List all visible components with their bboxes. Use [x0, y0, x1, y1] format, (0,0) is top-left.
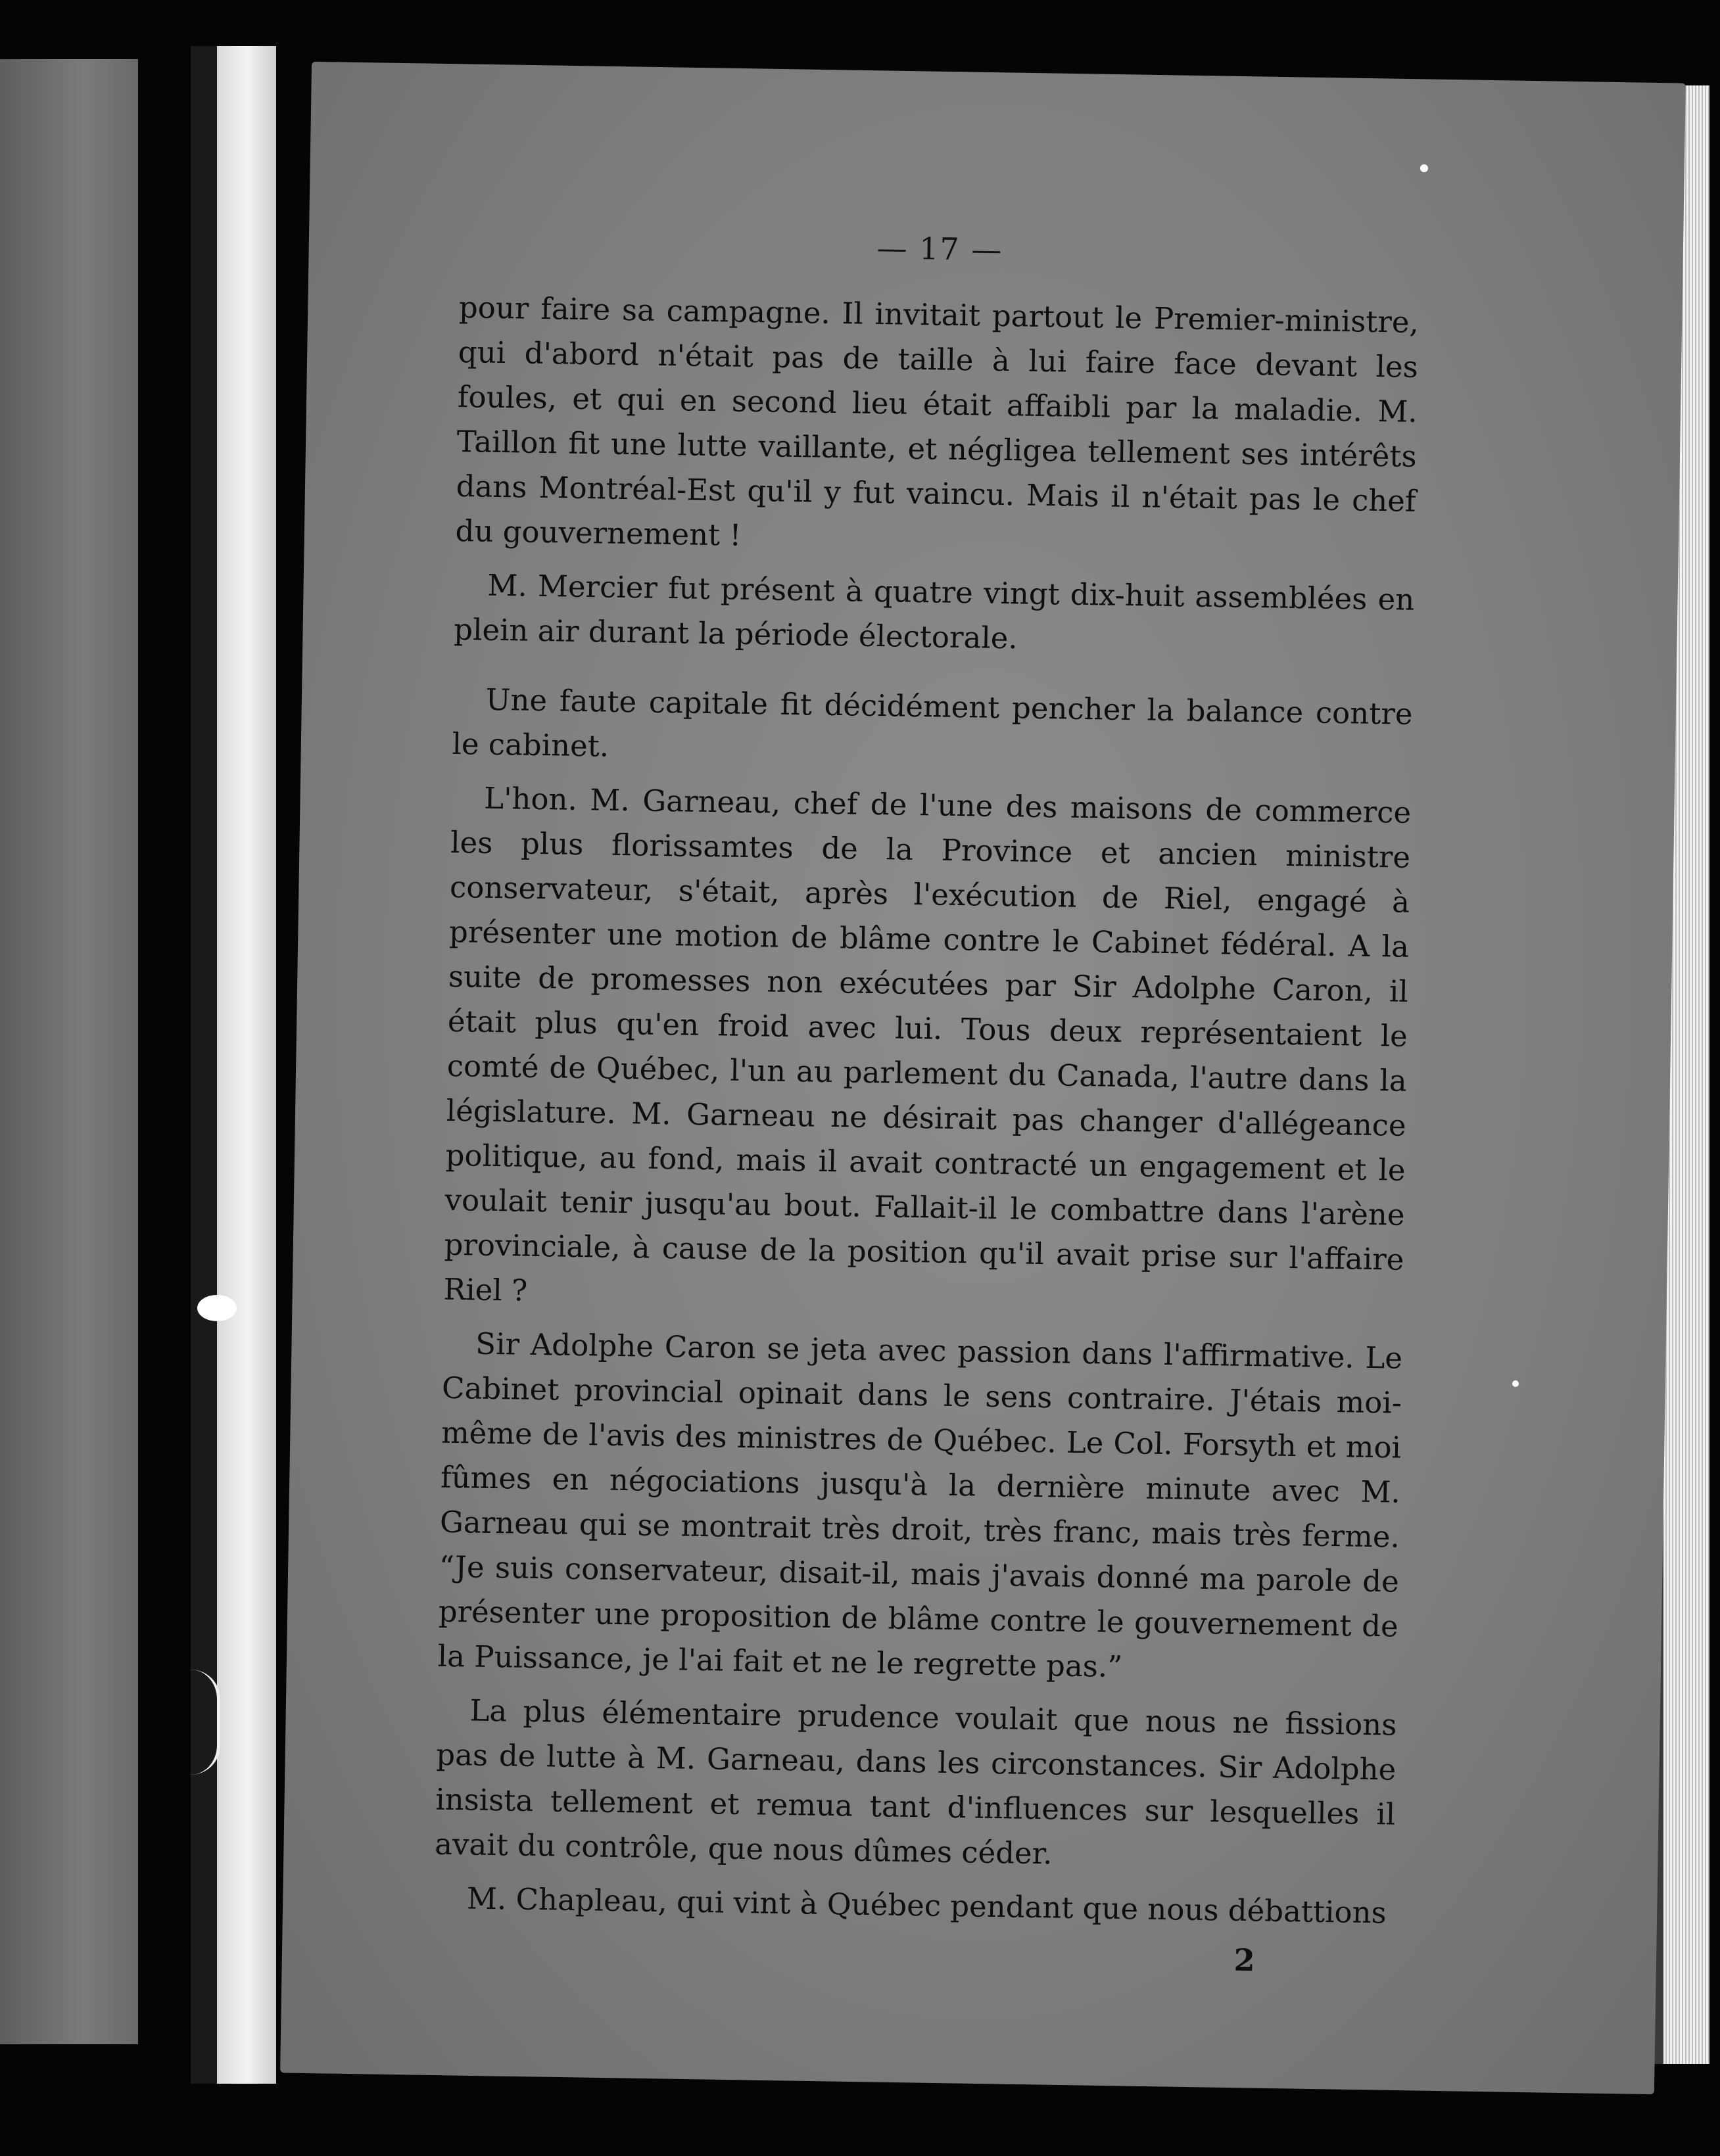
page-number: — 17 —	[876, 229, 1003, 268]
film-scratch	[191, 1670, 220, 1775]
paragraph: Sir Adolphe Caron se jeta avec passion dans l'affirmative. Le Cabinet provincial opinait dans le sens contraire. J'étais moi-même de l'avis des ministres de Québec. Le Col. Forsyth et moi fûmes en négociations jusqu'à la dernière minute avec M. Garneau qui se montrait très droit, très franc, mais très ferme. “Je suis conservateur, disait-il, mais j'avais donné ma parole de présenter une proposition de blâme contre le gouvernement de la Puissance, je l'ai fait et ne le regrette pas.”	[437, 1326, 1403, 1685]
paragraph: M. Chapleau, qui vint à Québec pendant que nous débattions	[466, 1881, 1387, 1931]
paragraph: Une faute capitale fit décidément pencher la balance contre le cabinet.	[452, 682, 1413, 764]
signature-mark: 2	[1233, 1942, 1256, 1979]
left-facing-page	[0, 59, 138, 2044]
paragraph: pour faire sa campagne. Il invitait partout le Premier-ministre, qui d'abord n'était pas de taille à lui faire face devant les foules, et qui en second lieu était affaibli par la maladie. M. Taillon fit une lutte vaillante, et négligea tellement ses intérêts dans Montréal-Est qu'il y fut vaincu. Mais il n'était pas le chef du gouvernement !	[455, 289, 1420, 553]
paragraph: M. Mercier fut présent à quatre vingt dix-huit assemblées en plein air durant la période électorale.	[453, 567, 1415, 656]
film-speck	[1512, 1380, 1519, 1387]
book-gutter-shadow	[191, 46, 217, 2084]
film-speck	[1420, 164, 1428, 172]
paragraph: La plus élémentaire prudence voulait que nous ne fissions pas de lutte à M. Garneau, dans les circonstances. Sir Adolphe insista tellement et remua tant d'influences sur lesquelles il avait du contrôle, que nous dûmes céder.	[434, 1693, 1397, 1871]
page-text	[433, 223, 1420, 1980]
paragraph: L'hon. M. Garneau, chef de l'une des maisons de commerce les plus florissamtes de la Province et ancien ministre conservateur, s'était, après l'exécution de Riel, engagé à présenter une motion de blâme contre le Cabinet fédéral. A la suite de promesses non exécutées par Sir Adolphe Caron, il était plus qu'en froid avec lui. Tous deux représentaient le comté de Québec, l'un au parlement du Canada, l'autre dans la législature. M. Garneau ne désirait pas changer d'allégeance politique, au fond, mais il avait contracté un engagement et le voulait tenir jusqu'au bout. Fallait-il le combattre dans l'arène provinciale, à cause de la position qu'il avait prise sur l'affaire Riel ?	[443, 780, 1412, 1308]
book-gutter	[217, 46, 276, 2084]
film-speck	[197, 1295, 237, 1321]
